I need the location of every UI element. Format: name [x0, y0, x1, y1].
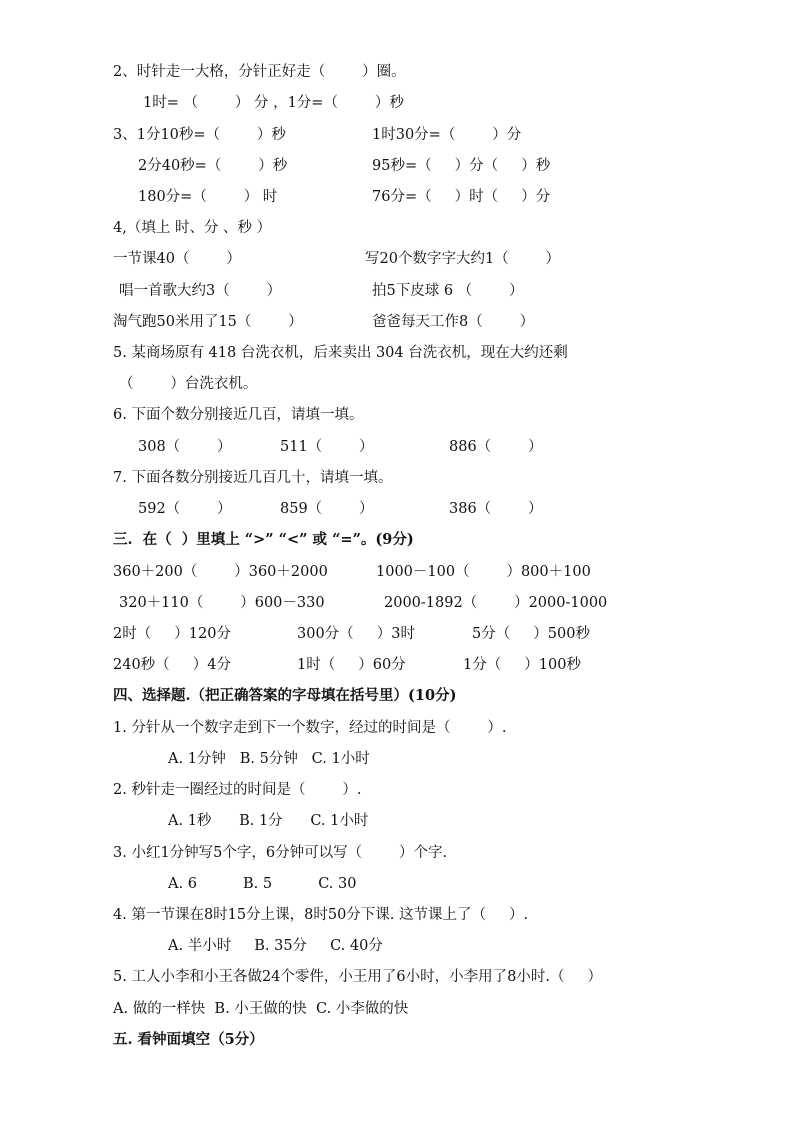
q5-text-line1: 5. 某商场原有 418 台洗衣机，后来卖出 304 台洗衣机，现在大约还剩 — [113, 345, 568, 361]
choice-q3-options: A. 6 B. 5 C. 30 — [168, 876, 357, 892]
compare-row4-a: 240秒（ ）4分 — [113, 657, 231, 673]
choice-q2-options: A. 1秒 B. 1分 C. 1小时 — [168, 813, 369, 829]
q4-item-sing-song: 唱一首歌大约3（ ） — [119, 283, 282, 299]
choice-q4-options: A. 半小时 B. 35分 C. 40分 — [168, 938, 383, 954]
q2-clock-hand-text: 2、时针走一大格，分针正好走（ ）圈。 — [113, 64, 406, 80]
q3-line2-right: 95秒=（ ）分（ ）秒 — [372, 158, 551, 174]
q6-item-308: 308（ ） — [138, 439, 232, 455]
q6-item-511: 511（ ） — [280, 439, 374, 455]
q3-line1-left: 3、1分10秒=（ ）秒 — [113, 127, 286, 143]
choice-q1: 1. 分针从一个数字走到下一个数字，经过的时间是（ ）. — [113, 720, 507, 736]
q7-instruction: 7. 下面各数分别接近几百几十，请填一填。 — [113, 470, 393, 486]
section-3-heading: 三. 在（ ）里填上 “>” “<” 或 “=”。(9分) — [113, 531, 414, 548]
q2-conversion-text: 1时= （ ） 分 ，1分=（ ）秒 — [143, 95, 404, 111]
q3-line1-right: 1时30分=（ ）分 — [372, 127, 522, 143]
compare-row3-b: 300分（ ）3时 — [297, 626, 415, 642]
compare-row1-right: 1000－100（ ）800＋100 — [376, 564, 591, 580]
q3-line2-left: 2分40秒=（ ）秒 — [138, 158, 288, 174]
q4-item-bounce-ball: 拍5下皮球 6 （ ） — [372, 283, 524, 299]
q4-item-write-digits: 写20个数字字大约1（ ） — [365, 251, 561, 267]
q7-item-592: 592（ ） — [138, 501, 232, 517]
section-4-heading: 四、选择题.（把正确答案的字母填在括号里）(10分) — [113, 687, 457, 704]
compare-row4-c: 1分（ ）100秒 — [463, 657, 581, 673]
compare-row4-b: 1时（ ）60分 — [297, 657, 406, 673]
q6-instruction: 6. 下面个数分别接近几百，请填一填。 — [113, 407, 364, 423]
q4-item-run-50m: 淘气跑50米用了15（ ） — [113, 314, 303, 330]
choice-q5-options: A. 做的一样快 B. 小王做的快 C. 小李做的快 — [113, 1001, 409, 1017]
choice-q2: 2. 秒针走一圈经过的时间是（ ）. — [113, 782, 362, 798]
compare-row3-c: 5分（ ）500秒 — [472, 626, 590, 642]
q4-item-dad-work: 爸爸每天工作8（ ） — [372, 314, 535, 330]
q3-line3-right: 76分=（ ）时（ ）分 — [372, 189, 551, 205]
q7-item-859: 859（ ） — [280, 501, 374, 517]
q7-item-386: 386（ ） — [449, 501, 543, 517]
q3-line3-left: 180分=（ ） 时 — [138, 189, 278, 205]
choice-q3: 3. 小红1分钟写5个字，6分钟可以写（ ）个字. — [113, 845, 448, 861]
q4-instruction: 4,（填上 时、分 、秒 ） — [113, 220, 272, 236]
q4-item-class: 一节课40（ ） — [113, 251, 241, 267]
compare-row1-left: 360＋200（ ）360＋2000 — [113, 564, 328, 580]
choice-q1-options: A. 1分钟 B. 5分钟 C. 1小时 — [168, 751, 370, 767]
choice-q5: 5. 工人小李和小王各做24个零件，小王用了6小时，小李用了8小时.（ ） — [113, 969, 602, 985]
choice-q4: 4. 第一节课在8时15分上课，8时50分下课. 这节课上了（ ）. — [113, 907, 529, 923]
q6-item-886: 886（ ） — [449, 439, 543, 455]
section-5-heading: 五. 看钟面填空（5分） — [113, 1031, 264, 1048]
q5-text-line2: （ ）台洗衣机。 — [119, 376, 258, 392]
compare-row3-a: 2时（ ）120分 — [113, 626, 231, 642]
compare-row2-right: 2000-1892（ ）2000-1000 — [384, 595, 608, 611]
compare-row2-left: 320＋110（ ）600－330 — [119, 595, 325, 611]
